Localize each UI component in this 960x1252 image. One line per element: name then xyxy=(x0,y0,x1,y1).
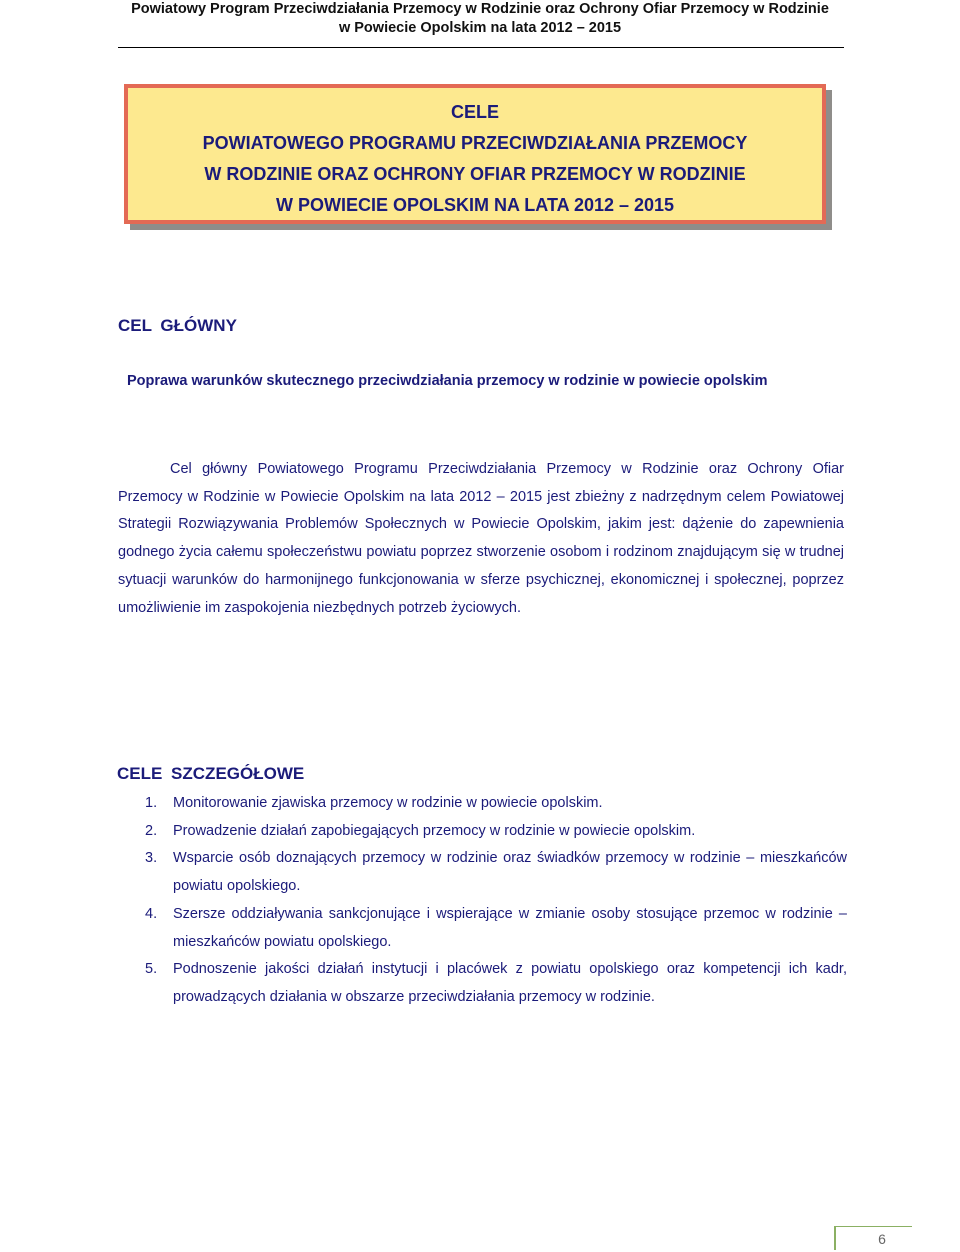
list-item xyxy=(118,845,847,900)
page-number: 6 xyxy=(878,1231,886,1247)
page-number-box xyxy=(834,1226,912,1250)
main-goal-heading: CEL GŁÓWNY xyxy=(118,316,237,335)
list-item xyxy=(118,818,847,846)
main-goal-statement: Poprawa warunków skutecznego przeciwdziałania przemocy w rodzinie w powiecie opolskim xyxy=(127,373,768,389)
list-item-text: Prowadzenie działań zapobiegających przemocy w rodzinie w powiecie opolskim. xyxy=(173,822,696,839)
title-line-4: W POWIECIE OPOLSKIM NA LATA 2012 – 2015 xyxy=(275,195,675,215)
list-item-number: 2. xyxy=(145,822,158,839)
list-item xyxy=(118,901,847,956)
list-item-number: 1. xyxy=(145,795,158,811)
title-line-3: W RODZINIE ORAZ OCHRONY OFIAR PRZEMOCY W RODZINIE xyxy=(204,164,746,184)
title-box xyxy=(124,84,826,224)
list-item-text: Szersze oddziaływania sankcjonujące i wspierające w zmianie osoby stosujące przemoc w rodzinie – mieszkańców powiatu opolskiego. xyxy=(173,905,847,950)
running-header-line-2: w Powiecie Opolskim na lata 2012 – 2015 xyxy=(338,20,622,36)
running-header xyxy=(0,0,960,38)
list-item xyxy=(118,790,847,818)
list-item-text: Wsparcie osób doznających przemocy w rodzinie oraz świadków przemocy w rodzinie – mieszkańców powiatu opolskiego. xyxy=(173,850,847,895)
title-line-2: POWIATOWEGO PROGRAMU PRZECIWDZIAŁANIA PRZEMOCY xyxy=(202,133,748,153)
running-header-line-1: Powiatowy Program Przeciwdziałania Przemocy w Rodzinie oraz Ochrony Ofiar Przemocy w Rodzinie xyxy=(131,1,829,17)
list-item-text: Podnoszenie jakości działań instytucji i placówek z powiatu opolskiego oraz kompetencji ich kadr, prowadzących działania w obszarze przeciwdziałania przemocy w rodzinie. xyxy=(173,961,847,1005)
header-divider xyxy=(118,47,844,48)
list-item-text: Monitorowanie zjawiska przemocy w rodzinie w powiecie opolskim. xyxy=(173,795,603,811)
specific-goals-list xyxy=(118,790,847,1012)
list-item xyxy=(118,956,847,1011)
title-line-1: CELE xyxy=(450,102,499,122)
specific-goals-heading: CELE SZCZEGÓŁOWE xyxy=(117,764,305,783)
list-item-number: 4. xyxy=(145,905,158,922)
main-goal-paragraph: Cel główny Powiatowego Programu Przeciwdziałania Przemocy w Rodzinie oraz Ochrony Ofiar Przemocy w Rodzinie w Powiecie Opolskim na lata 2012 – 2015 jest zbieżny z nadrzędnym celem Powiatowej Strategii Rozwiązywania Problemów Społecznych w Powiecie Opolskim, jakim jest: dążenie do zapewnienia godnego życia całemu społeczeństwu powiatu poprzez stworzenie osobom i rodzinom znajdującym się w trudnej sytuacji warunków do harmonijnego funkcjonowania w sferze psychicznej, ekonomicznej i społecznej, poprzez umożliwienie im zaspokojenia niezbędnych potrzeb życiowych. xyxy=(118,461,844,616)
list-item-number: 3. xyxy=(145,850,158,867)
list-item-number: 5. xyxy=(145,961,158,978)
